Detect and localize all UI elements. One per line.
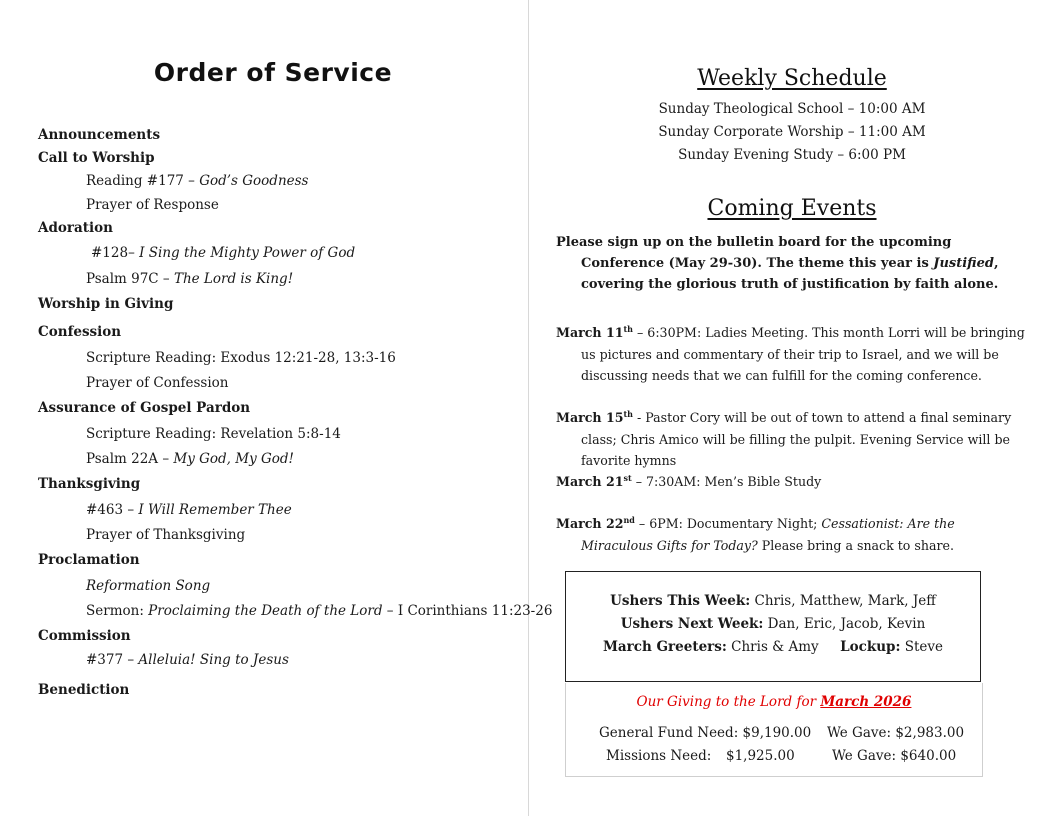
- order-of-service-title: Order of Service: [153, 58, 393, 87]
- event-march-22: March 22nd – 6PM: Documentary Night; Cessationist: Are the Miraculous Gifts for Today? Please bring a snack to share.: [556, 514, 955, 553]
- general-fund-need: General Fund Need: $9,190.00: [599, 725, 812, 741]
- item-prayer-of-thanksgiving: Prayer of Thanksgiving: [86, 527, 246, 543]
- schedule-line: Sunday Evening Study – 6:00 PM: [678, 147, 906, 163]
- giving-box: [565, 683, 983, 777]
- ushers-next-week: Ushers Next Week: Dan, Eric, Jacob, Kevin: [620, 616, 926, 632]
- ushers-this-week: Ushers This Week: Chris, Matthew, Mark, Jeff: [610, 593, 936, 609]
- item-confession: Confession: [38, 324, 122, 340]
- item-psalm-97c: Psalm 97C – The Lord is King!: [86, 271, 294, 287]
- general-fund-gave: We Gave: $2,983.00: [827, 725, 965, 741]
- schedule-line: Sunday Theological School – 10:00 AM: [658, 101, 926, 117]
- event-march-21: March 21st – 7:30AM: Men’s Bible Study: [556, 472, 822, 489]
- item-confession-scripture: Scripture Reading: Exodus 12:21-28, 13:3-16: [86, 350, 396, 366]
- giving-title: Our Giving to the Lord for March 2026: [636, 694, 912, 710]
- event-march-15: March 15th - Pastor Cory will be out of town to attend a final seminary class; Chris Amico will be filling the pulpit. Evening Service will be favorite hymns: [556, 408, 1012, 468]
- item-hymn-377: #377 – Alleluia! Sing to Jesus: [86, 652, 289, 668]
- event-march-11: March 11th – 6:30PM: Ladies Meeting. This month Lorri will be bringing us pictures and commentary of their trip to Israel, and we will be discussing needs that we can fulfill for the coming conference.: [556, 323, 1025, 383]
- item-announcements: Announcements: [38, 127, 161, 143]
- ushers-box: [565, 571, 981, 682]
- missions-gave: We Gave: $640.00: [832, 748, 957, 764]
- item-benediction: Benediction: [38, 682, 130, 698]
- item-proclamation: Proclamation: [38, 552, 140, 568]
- item-psalm-22a: Psalm 22A – My God, My God!: [86, 451, 294, 467]
- item-prayer-of-response: Prayer of Response: [86, 197, 219, 213]
- missions-need-value: $1,925.00: [726, 748, 795, 764]
- item-worship-in-giving: Worship in Giving: [38, 296, 174, 312]
- item-commission: Commission: [38, 628, 131, 644]
- item-prayer-of-confession: Prayer of Confession: [86, 375, 229, 391]
- weekly-schedule-title: Weekly Schedule: [697, 66, 887, 91]
- item-call-to-worship: Call to Worship: [38, 150, 155, 166]
- item-assurance-scripture: Scripture Reading: Revelation 5:8-14: [86, 426, 341, 442]
- item-hymn-128: #128– I Sing the Mighty Power of God: [91, 245, 356, 261]
- coming-events-title: Coming Events: [707, 196, 877, 221]
- item-sermon: Sermon: Proclaiming the Death of the Lord – I Corinthians 11:23-26: [86, 603, 553, 619]
- item-adoration: Adoration: [38, 220, 113, 236]
- conference-notice: Please sign up on the bulletin board for the upcoming Conference (May 29-30). The theme this year is Justified, covering the glorious truth of justification by faith alone.: [556, 235, 999, 292]
- schedule-line: Sunday Corporate Worship – 11:00 AM: [658, 124, 926, 140]
- item-reading: Reading #177 – God’s Goodness: [86, 173, 309, 189]
- greeters-lockup: March Greeters: Chris & Amy Lockup: Steve: [602, 639, 944, 655]
- item-reformation-song: Reformation Song: [86, 578, 211, 594]
- item-hymn-463: #463 – I Will Remember Thee: [86, 502, 292, 518]
- item-assurance: Assurance of Gospel Pardon: [38, 400, 251, 416]
- page-divider: [528, 0, 529, 816]
- missions-need-label: Missions Need:: [606, 748, 712, 764]
- item-thanksgiving: Thanksgiving: [38, 476, 141, 492]
